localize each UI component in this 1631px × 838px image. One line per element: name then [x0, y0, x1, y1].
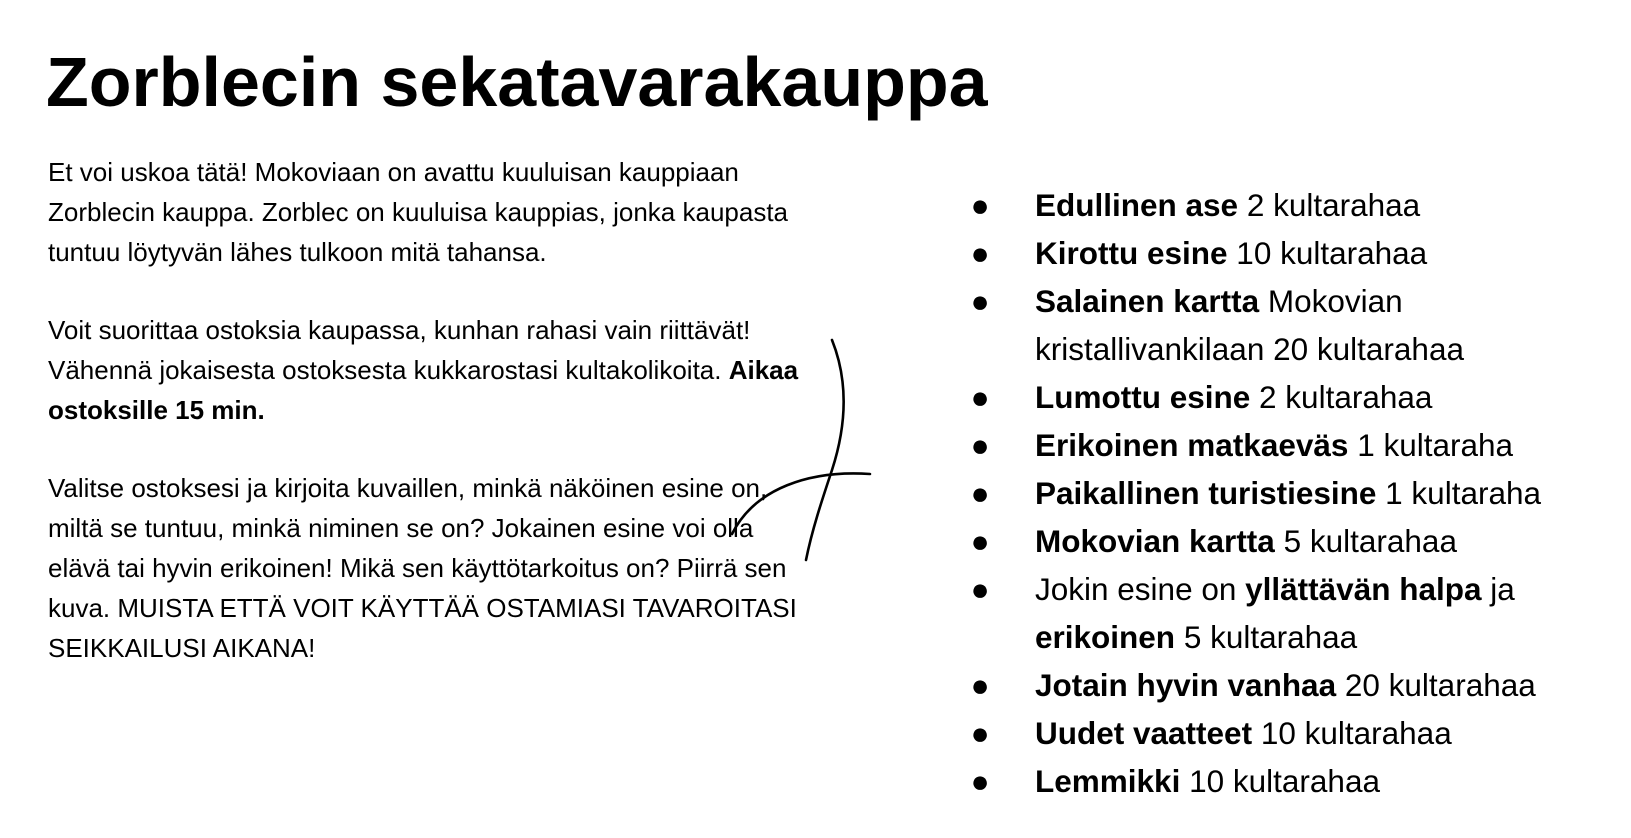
item-name: Salainen kartta: [1035, 283, 1260, 319]
item-price: 5 kultarahaa: [1183, 619, 1358, 655]
bullet-icon: ●: [970, 379, 990, 415]
item-name: Jotain hyvin vanhaa: [1035, 667, 1337, 703]
bullet-icon: ●: [970, 667, 990, 703]
item-price: 1 kultaraha: [1357, 427, 1514, 463]
list-item: [968, 757, 1618, 805]
page-title: Zorblecin sekatavarakauppa: [46, 43, 988, 121]
item-price: 10 kultarahaa: [1189, 763, 1380, 799]
special-item-emphasis-cheap: yllättävän halpa: [1245, 571, 1482, 607]
special-item-emphasis-special: erikoinen: [1035, 619, 1176, 655]
item-price: 2 kultarahaa: [1259, 379, 1433, 415]
list-item: [968, 181, 1618, 229]
list-item: [968, 229, 1618, 277]
time-limit-note: Aikaa ostoksille 15 min.: [48, 355, 799, 425]
item-price: 10 kultarahaa: [1260, 715, 1452, 751]
special-item-connector: ja: [1481, 571, 1515, 607]
bullet-icon: ●: [970, 571, 990, 607]
item-price: 20 kultarahaa: [1344, 667, 1536, 703]
bullet-icon: ●: [970, 427, 990, 463]
list-item: [968, 709, 1618, 757]
item-price: Mokovian kristallivankilaan 20 kultarahaa: [1035, 283, 1464, 367]
list-item: [968, 661, 1618, 709]
bullet-icon: ●: [970, 187, 990, 223]
item-name: Edullinen ase: [1035, 187, 1239, 223]
list-item: [968, 469, 1618, 517]
special-item-text: Jokin esine on: [1035, 571, 1246, 607]
item-price: 2 kultarahaa: [1246, 187, 1421, 223]
item-name: Lumottu esine: [1035, 379, 1251, 415]
item-name: Kirottu esine: [1035, 235, 1228, 271]
item-name: Uudet vaatteet: [1035, 715, 1253, 751]
item-name: Lemmikki: [1035, 763, 1181, 799]
intro-text: [48, 152, 808, 706]
intro-paragraph-2-text: Voit suorittaa ostoksia kaupassa, kunhan rahasi vain riittävät! Vähennä jokaisesta ostoksesta kukkarostasi kultakolikoita.: [48, 315, 751, 385]
intro-paragraph-2: [48, 310, 808, 430]
list-item: [968, 277, 1618, 373]
bullet-icon: ●: [970, 523, 990, 559]
list-item: [968, 373, 1618, 421]
bullet-icon: ●: [970, 715, 990, 751]
bullet-icon: ●: [970, 235, 990, 271]
list-item-special: [968, 565, 1618, 661]
price-list: [968, 181, 1618, 805]
item-name: Mokovian kartta: [1035, 523, 1275, 559]
bullet-icon: ●: [970, 283, 990, 319]
item-price: 10 kultarahaa: [1236, 235, 1428, 271]
item-price: 5 kultarahaa: [1283, 523, 1457, 559]
bullet-icon: ●: [970, 763, 990, 799]
bullet-icon: ●: [970, 475, 990, 511]
intro-paragraph-1: Et voi uskoa tätä! Mokoviaan on avattu kuuluisan kauppiaan Zorblecin kauppa. Zorblec on kuuluisa kauppias, jonka kaupasta tuntuu löytyvän lähes tulkoon mitä tahansa.: [48, 157, 789, 267]
item-price: 1 kultaraha: [1385, 475, 1542, 511]
item-name: Erikoinen matkaeväs: [1035, 427, 1349, 463]
list-item: [968, 421, 1618, 469]
list-item: [968, 517, 1618, 565]
item-name: Paikallinen turistiesine: [1035, 475, 1377, 511]
intro-paragraph-3: Valitse ostoksesi ja kirjoita kuvaillen, minkä näköinen esine on, miltä se tuntuu, minkä niminen se on? Jokainen esine voi olla elävä tai hyvin erikoinen! Mikä sen käyttötarkoitus on? Piirrä sen kuva. MUISTA ETTÄ VOIT KÄYTTÄÄ OSTAMIASI TAVAROITASI SEIKKAILUSI AIKANA!: [48, 473, 797, 663]
